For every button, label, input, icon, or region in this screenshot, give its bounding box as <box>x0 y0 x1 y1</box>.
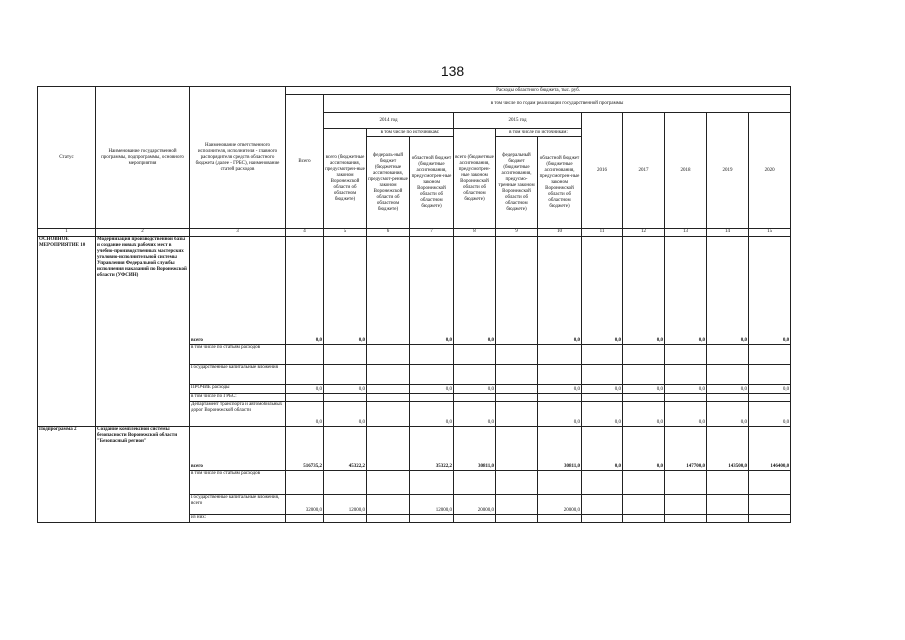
value-cell <box>496 427 538 471</box>
col-number: 3 <box>190 229 286 237</box>
expenses-title: Расходы областного бюджета, тыс. руб. <box>286 87 791 95</box>
budget-table <box>37 86 791 523</box>
value-cell: 0,0 <box>665 237 707 345</box>
table-row <box>38 427 791 471</box>
by-years-header: в том числе по годам реализации государственной программы <box>324 95 791 113</box>
row-label: Государственные капитальные вложения, всего <box>190 495 286 515</box>
year-2019-header: 2019 <box>707 113 749 229</box>
value-cell: 12000,0 <box>410 495 454 515</box>
col-number: 9 <box>496 229 538 237</box>
value-cell: 0,0 <box>665 402 707 427</box>
value-cell <box>665 495 707 515</box>
value-cell: 32000,0 <box>286 495 324 515</box>
col-number: 15 <box>749 229 791 237</box>
sources-2015-header: в том числе по источникам: <box>496 129 582 137</box>
value-cell: 0,0 <box>410 237 454 345</box>
value-cell <box>582 495 623 515</box>
federal-2014-header: федераль-ный бюджет (бюджетные ассигнования, предусмот-ренные законом Воронежской области об областном бюджете) <box>367 137 410 229</box>
col-number: 7 <box>410 229 454 237</box>
col-number: 11 <box>582 229 623 237</box>
row-label: всего <box>190 427 286 471</box>
value-cell: 0,0 <box>410 385 454 394</box>
year-2014-header: 2014 год <box>324 113 454 129</box>
status-header: Статус <box>38 87 96 229</box>
value-cell <box>367 495 410 515</box>
value-cell: 147700,0 <box>665 427 707 471</box>
regional-2014-header: областной бюджет (бюджетные ассигнования, предусмотрен-ные законом Воронежской области об областном бюджете) <box>410 137 454 229</box>
value-cell: 0,0 <box>623 402 665 427</box>
year-2020-header: 2020 <box>749 113 791 229</box>
col-number: 4 <box>286 229 324 237</box>
value-cell <box>707 495 749 515</box>
value-cell <box>623 495 665 515</box>
value-cell <box>496 237 538 345</box>
col-number: 14 <box>707 229 749 237</box>
value-cell <box>496 495 538 515</box>
value-cell: 0,0 <box>749 385 791 394</box>
value-cell: 0,0 <box>454 237 496 345</box>
value-cell: 0,0 <box>410 402 454 427</box>
value-cell <box>496 402 538 427</box>
total-2015-header: всего (бюджетные ассигнования, предусмотрен-ные законом Воронежской области об областном бюджете) <box>454 129 496 229</box>
col-number: 6 <box>367 229 410 237</box>
year-2016-header: 2016 <box>582 113 623 229</box>
sources-2014-header: в том числе по источникам: <box>367 129 454 137</box>
value-cell: 45322,2 <box>324 427 367 471</box>
row-label: всего <box>190 237 286 345</box>
year-2017-header: 2017 <box>623 113 665 229</box>
value-cell: 20000,0 <box>454 495 496 515</box>
col-number: 2 <box>96 229 190 237</box>
value-cell: 0,0 <box>538 385 582 394</box>
value-cell: 0,0 <box>623 385 665 394</box>
value-cell: 0,0 <box>707 237 749 345</box>
col-number: 8 <box>454 229 496 237</box>
row-label: Государственные капитальные вложения <box>190 365 286 385</box>
table-row <box>38 237 791 345</box>
value-cell: 0,0 <box>707 402 749 427</box>
value-cell: 0,0 <box>749 237 791 345</box>
value-cell: 0,0 <box>286 385 324 394</box>
value-cell: 35322,2 <box>410 427 454 471</box>
value-cell: 0,0 <box>454 385 496 394</box>
value-cell: 0,0 <box>749 402 791 427</box>
value-cell <box>367 385 410 394</box>
value-cell: 0,0 <box>623 427 665 471</box>
col-number: 1 <box>38 229 96 237</box>
value-cell <box>749 495 791 515</box>
row-label: ПРОЧИЕ расходы <box>190 385 286 394</box>
value-cell: 0,0 <box>538 402 582 427</box>
value-cell: 0,0 <box>582 237 623 345</box>
col-number: 5 <box>324 229 367 237</box>
value-cell: 516735,2 <box>286 427 324 471</box>
value-cell: 146400,0 <box>749 427 791 471</box>
federal-2015-header: федеральный бюджет (бюджетные ассигнования, предусмо-тренные законом Воронежской области об областном бюджете) <box>496 137 538 229</box>
value-cell: 0,0 <box>707 385 749 394</box>
program-name-header: Наименование государственной программы, подпрограммы, основного мероприятия <box>96 87 190 229</box>
row-label: в том числе по статьям расходов <box>190 345 286 365</box>
block1-status: ОСНОВНОЕ МЕРОПРИЯТИЕ 10 <box>38 237 96 427</box>
value-cell: 0,0 <box>324 402 367 427</box>
value-cell: 0,0 <box>286 237 324 345</box>
value-cell <box>367 427 410 471</box>
value-cell: 0,0 <box>665 385 707 394</box>
col-number: 12 <box>623 229 665 237</box>
year-2018-header: 2018 <box>665 113 707 229</box>
year-2015-header: 2015 год <box>454 113 582 129</box>
value-cell: 143500,0 <box>707 427 749 471</box>
value-cell <box>367 402 410 427</box>
value-cell: 20000,0 <box>538 495 582 515</box>
block2-name: Создание комплексной системы безопасности Воронежской области "Безопасный регион" <box>96 427 190 523</box>
value-cell: 0,0 <box>538 237 582 345</box>
value-cell: 0,0 <box>582 402 623 427</box>
value-cell: 0,0 <box>286 402 324 427</box>
total-header: Всего <box>286 95 324 229</box>
row-label: в том числе по ГРБС: <box>190 394 286 402</box>
value-cell: 30811,0 <box>538 427 582 471</box>
col-number: 10 <box>538 229 582 237</box>
page-number: 138 <box>440 63 465 79</box>
row-label: из них: <box>190 515 286 523</box>
value-cell <box>496 385 538 394</box>
block2-status: Подпрограмма 2 <box>38 427 96 523</box>
column-numbers-row <box>38 229 791 237</box>
value-cell: 0,0 <box>623 237 665 345</box>
block1-name: Модернизация производственной базы и создание новых рабочих мест в учебно-производственных мастерских уголовно-исполнительной системы Управления Федеральной службы исполнения наказаний по Воронежской области (УФСИН) <box>96 237 190 427</box>
value-cell: 0,0 <box>582 385 623 394</box>
value-cell <box>367 237 410 345</box>
responsible-header: Наименование ответственного исполнителя, исполнителя - главного распорядителя средств областного бюджета (далее - ГРБС), наименование статей расходов <box>190 87 286 229</box>
value-cell: 0,0 <box>324 385 367 394</box>
value-cell: 0,0 <box>454 402 496 427</box>
value-cell: 30811,0 <box>454 427 496 471</box>
row-label: Департамент транспорта и автомобильных дорог Воронежской области <box>190 402 286 427</box>
row-label: в том числе по статьям расходов <box>190 471 286 495</box>
value-cell: 12000,0 <box>324 495 367 515</box>
regional-2015-header: областной бюджет (бюджетные ассигнования, предусмотрен-ные законом Воронежской области об областном бюджете) <box>538 137 582 229</box>
total-2014-header: всего (бюджетные ассигнования, предусмотрен-ные законом Воронежской области об областном бюджете) <box>324 129 367 229</box>
col-number: 13 <box>665 229 707 237</box>
value-cell: 0,0 <box>324 237 367 345</box>
value-cell: 0,0 <box>582 427 623 471</box>
